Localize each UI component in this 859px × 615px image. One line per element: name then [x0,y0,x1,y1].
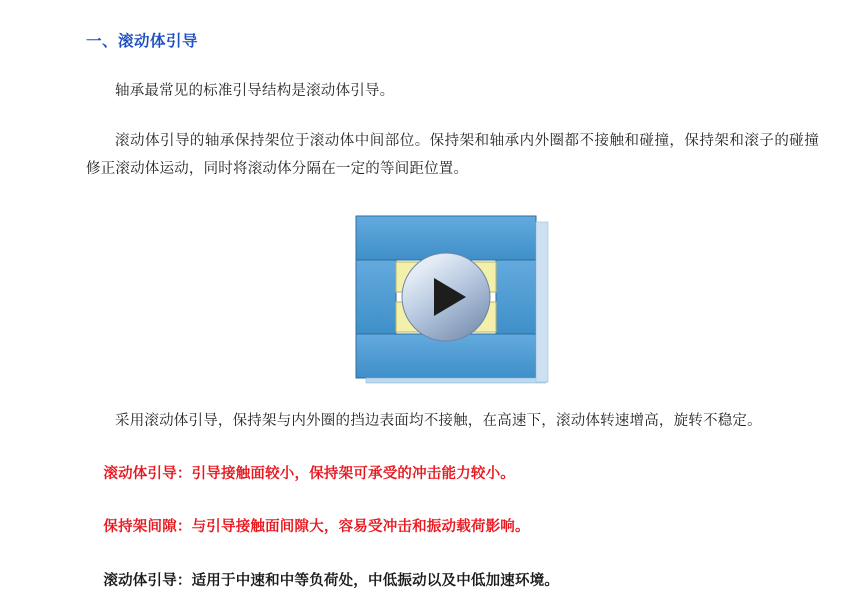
note-2: 保持架间隙：与引导接触面间隙大，容易受冲击和振动载荷影响。 [103,519,530,536]
paragraph-1: 轴承最常见的标准引导结构是滚动体引导。 [115,82,395,99]
bearing-figure-svg [348,210,558,385]
note-1: 滚动体引导：引导接触面较小，保持架可承受的冲击能力较小。 [103,465,515,482]
paragraph-2: 滚动体引导的轴承保持架位于滚动体中间部位。保持架和轴承内外圈都不接触和碰撞，保持架和滚子的碰撞修正滚动体运动，同时将滚动体分隔在一定的等间距位置。 [86,133,819,178]
bearing-cross-section-diagram [86,210,819,385]
section-heading: 一、滚动体引导 [86,33,199,50]
paragraph-3: 采用滚动体引导，保持架与内外圈的挡边表面均不接触，在高速下，滚动体转速增高，旋转不稳定。 [115,412,762,429]
note-3: 滚动体引导：适用于中速和中等负荷处，中低振动以及中低加速环境。 [103,572,560,589]
